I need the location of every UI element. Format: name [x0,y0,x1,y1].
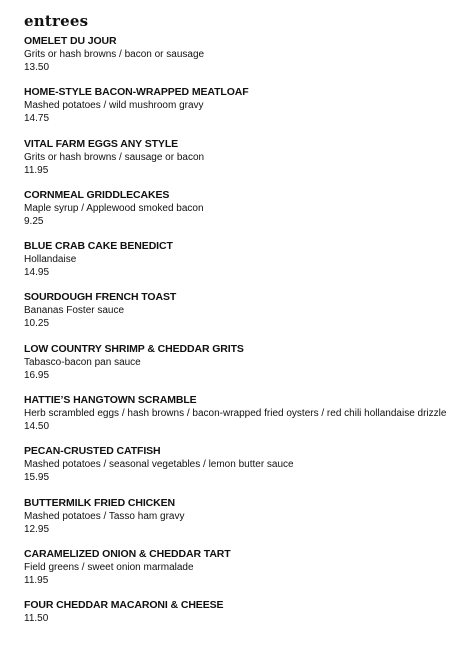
item-name: SOURDOUGH FRENCH TOAST [24,291,177,304]
menu-item [24,240,464,279]
menu-item [24,599,464,625]
item-name: CARAMELIZED ONION & CHEDDAR TART [24,547,231,560]
item-name: OMELET DU JOUR [24,35,117,47]
item-description: Maple syrup / Applewood smoked bacon [24,202,204,214]
item-description: Bananas Foster sauce [24,305,125,317]
menu-item [24,138,464,177]
item-description: Herb scrambled eggs / hash browns / bacon-wrapped fried oysters / red chili hollandaise drizzle [24,408,447,420]
item-price: 14.95 [24,267,50,279]
item-name: FOUR CHEDDAR MACARONI & CHEESE [24,599,224,612]
item-name: LOW COUNTRY SHRIMP & CHEDDAR GRITS [24,342,244,355]
item-name: BUTTERMILK FRIED CHICKEN [24,496,176,509]
menu-item [24,189,464,228]
section-title: entrees [24,12,89,30]
menu-item [24,343,464,382]
item-price: 11.95 [24,574,49,586]
item-price: 10.25 [24,318,50,330]
item-price: 14.75 [24,113,50,125]
item-name: HOME-STYLE BACON-WRAPPED MEATLOAF [24,86,249,99]
item-price: 13.50 [24,62,50,73]
item-description: Mashed potatoes / seasonal vegetables / lemon butter sauce [24,459,294,471]
item-name: PECAN-CRUSTED CATFISH [24,445,161,458]
item-price: 16.95 [24,369,50,381]
item-name: HATTIE’S HANGTOWN SCRAMBLE [24,394,197,407]
item-description: Field greens / sweet onion marmalade [24,561,194,573]
item-description: Tabasco-bacon pan sauce [24,356,141,368]
item-price: 11.50 [24,613,49,625]
item-price: 15.95 [24,472,50,484]
item-price: 14.50 [24,421,50,433]
menu-item [24,497,464,536]
item-name: BLUE CRAB CAKE BENEDICT [24,240,173,253]
item-price: 9.25 [24,215,44,227]
item-name: VITAL FARM EGGS ANY STYLE [24,137,179,150]
item-description: Grits or hash browns / bacon or sausage [24,49,205,60]
menu-page [24,12,464,638]
item-name: CORNMEAL GRIDDLECAKES [24,188,170,201]
item-description: Mashed potatoes / Tasso ham gravy [24,510,185,522]
item-price: 12.95 [24,523,50,535]
menu-item-list [24,35,464,625]
menu-item [24,86,464,125]
menu-item [24,445,464,484]
item-description: Hollandaise [24,254,77,266]
menu-item [24,394,464,433]
menu-item [24,35,464,74]
item-description: Grits or hash browns / sausage or bacon [24,151,205,163]
item-description: Mashed potatoes / wild mushroom gravy [24,100,204,112]
menu-item [24,291,464,330]
menu-item [24,548,464,587]
item-price: 11.95 [24,164,49,176]
